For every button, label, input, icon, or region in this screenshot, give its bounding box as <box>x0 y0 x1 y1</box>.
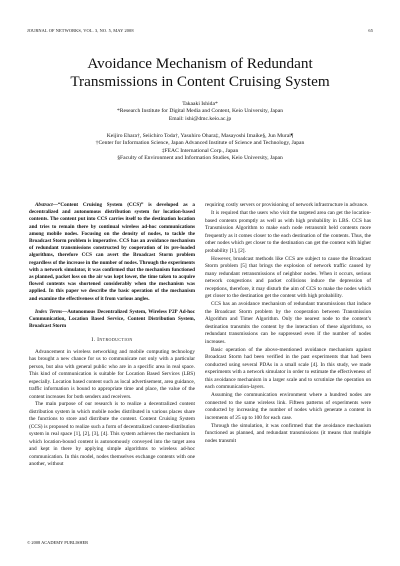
coauthor-affiliation: ‡FEAC International Corp., Japan <box>161 147 239 154</box>
abstract <box>29 202 195 303</box>
coauthor-affiliation: §Faculty of Environment and Information Studies, Keio University, Japan <box>117 155 283 162</box>
index-terms <box>29 309 195 331</box>
body-paragraph: However, broadcast methods like CCS are subject to cause the Broadcast Storm problem [5] that brings the explosion of network traffic caused by many redundant retransmissions of neighbor nodes. When it occurs, serious network congestions and packet collisions induce the depression of receptions, therefore, it may disturb the aim of CCS to make the nodes which get closer to the destination get the content with high probability. <box>205 255 371 299</box>
body-paragraph: requiring costly servers or provisioning of network infrastructure in advance. <box>205 202 369 208</box>
body-paragraph: It is required that the users who visit the targeted area can get the location-based contents promptly as well as with high probability in LBS. CCS has Transmission Algorithm to make each node retransmit held contents more frequently as it comes closer to the each destination of the contents. Thus, the other nodes which get closer to the destination can get the content with higher probability [1], [2]. <box>205 210 371 254</box>
author-name: Takaaki Ishida* <box>182 101 218 107</box>
publisher-footer: © 2008 ACADEMY PUBLISHER <box>27 540 89 545</box>
coauthor-affiliation: †Center for Information Science, Japan Advanced Institute of Science and Technology, Japan <box>95 140 305 147</box>
running-header <box>27 28 373 36</box>
body-paragraph: Assuming the communication environment where a hundred nodes are connected to the same wireless link. Fifteen patterns of experiments were conducted by increasing the number of nodes which generate a content in increments of 25 up to 100 for each case. <box>205 392 371 421</box>
author-affiliation: *Research Institute for Digital Media and Content, Keio University, Japan <box>116 108 283 115</box>
author-email: Email: ishi@dmc.keio.ac.jp <box>168 115 232 122</box>
body-paragraph: The main purpose of our research is to realize a decentralized content distribution system in which mobile nodes distributed in various places share the functions to store and distribute the content. Content Cruising System (CCS) is proposed to realize such a form of decentralized content-distribution system in real space [1], [2], [3], [4]. This system achieves the mechanism in which location-bound content is autonomously conveyed into the target area and kept in there by applying simple algorithms to wireless ad-hoc communication. In this model, nodes themselves exchange contents with one another, without <box>29 401 195 468</box>
abstract-lead: Abstract <box>35 202 53 208</box>
body-paragraph: Through the simulation, it was confirmed that the avoidance mechanism functioned as planned, and redundant transmissions (it means that multiple nodes transmit <box>205 422 371 444</box>
left-column <box>29 202 195 469</box>
paper-title <box>27 55 373 91</box>
index-terms-text: —Autonomous Decentralized System, Wireless P2P Ad-hoc Communication, Location Based Service, Content Distribution System, Broadcast Storm <box>29 308 195 330</box>
section-heading: I. Introduction <box>91 337 133 344</box>
body-paragraph: Basic operation of the above-mentioned avoidance mechanism against Broadcast Storm had been verified in the past experiments that had been conducted using several PDAs in a small scale [4]. In this study, we made experiments with a network simulator in order to estimate the effectiveness of this avoidance mechanism in a larger scale and to scrutinize the operation on each communication-layers. <box>205 346 371 390</box>
journal-name: JOURNAL OF NETWORKS, VOL. 3, NO. 5, MAY 2008 <box>27 28 134 33</box>
coauthor-names: Keijiro Ehara†, Seiichiro Toda†, Yasuhiro Ohara‡, Masayoshi Imaike§, Jun Murai¶ <box>106 133 294 139</box>
body-paragraph: CCS has an avoidance mechanism of redundant transmissions that induce the Broadcast Storm problem by the cooperation between Transmission Algorithm and Timer Algorithm. Only the nearest node to the content’s destination transmits the content by the interaction of these algorithms, so redundant transmissions can be suppressed even if the number of nodes increases. <box>205 301 371 345</box>
right-column <box>205 202 371 446</box>
title-line: Transmissions in Content Cruising System <box>70 73 330 90</box>
abstract-text: —“Content Cruising System (CCS)” is developed as a decentralized and autonomous distribution system for location-based contents. The content put into CCS carries itself to the destination location and tries to remain there by continual wireless ad-hoc communications among mobile nodes. Focusing on the density of nodes, to tackle the Broadcast Storm problem is imperative. CCS has an avoidance mechanism of redundant transmissions constructed by cooperation of its pre-loaded algorithms, therefore CCS can avert the Broadcast Storm problem regardless of the increase in the number of nodes. Through the experiments with a network simulator, it was confirmed that the mechanism functioned as planned, packet loss on the air was kept lower, the time taken to acquire flowed contents was shortened considerably when the mechanism was applied. In this paper we describe the basic operation of the mechanism and examine the effectiveness of it from various angles. <box>29 202 195 302</box>
index-terms-lead: Index Terms <box>35 308 63 315</box>
author-block-primary <box>27 101 373 123</box>
title-line: Avoidance Mechanism of Redundant <box>87 55 313 72</box>
body-paragraph: Advancement in wireless networking and mobile computing technology has brought a new chance for us to communicate not only with a particular person, but also with general public who are in a specific area in real space. This kind of communication is suitable for Location Based Services (LBS) especially. Location based content such as local advertisement, area guidance, traffic information is bound to appropriate time and place, the value of the content increases for both senders and receivers. <box>29 348 195 400</box>
author-block-coauthors <box>27 133 373 163</box>
page-number: 65 <box>368 28 373 33</box>
